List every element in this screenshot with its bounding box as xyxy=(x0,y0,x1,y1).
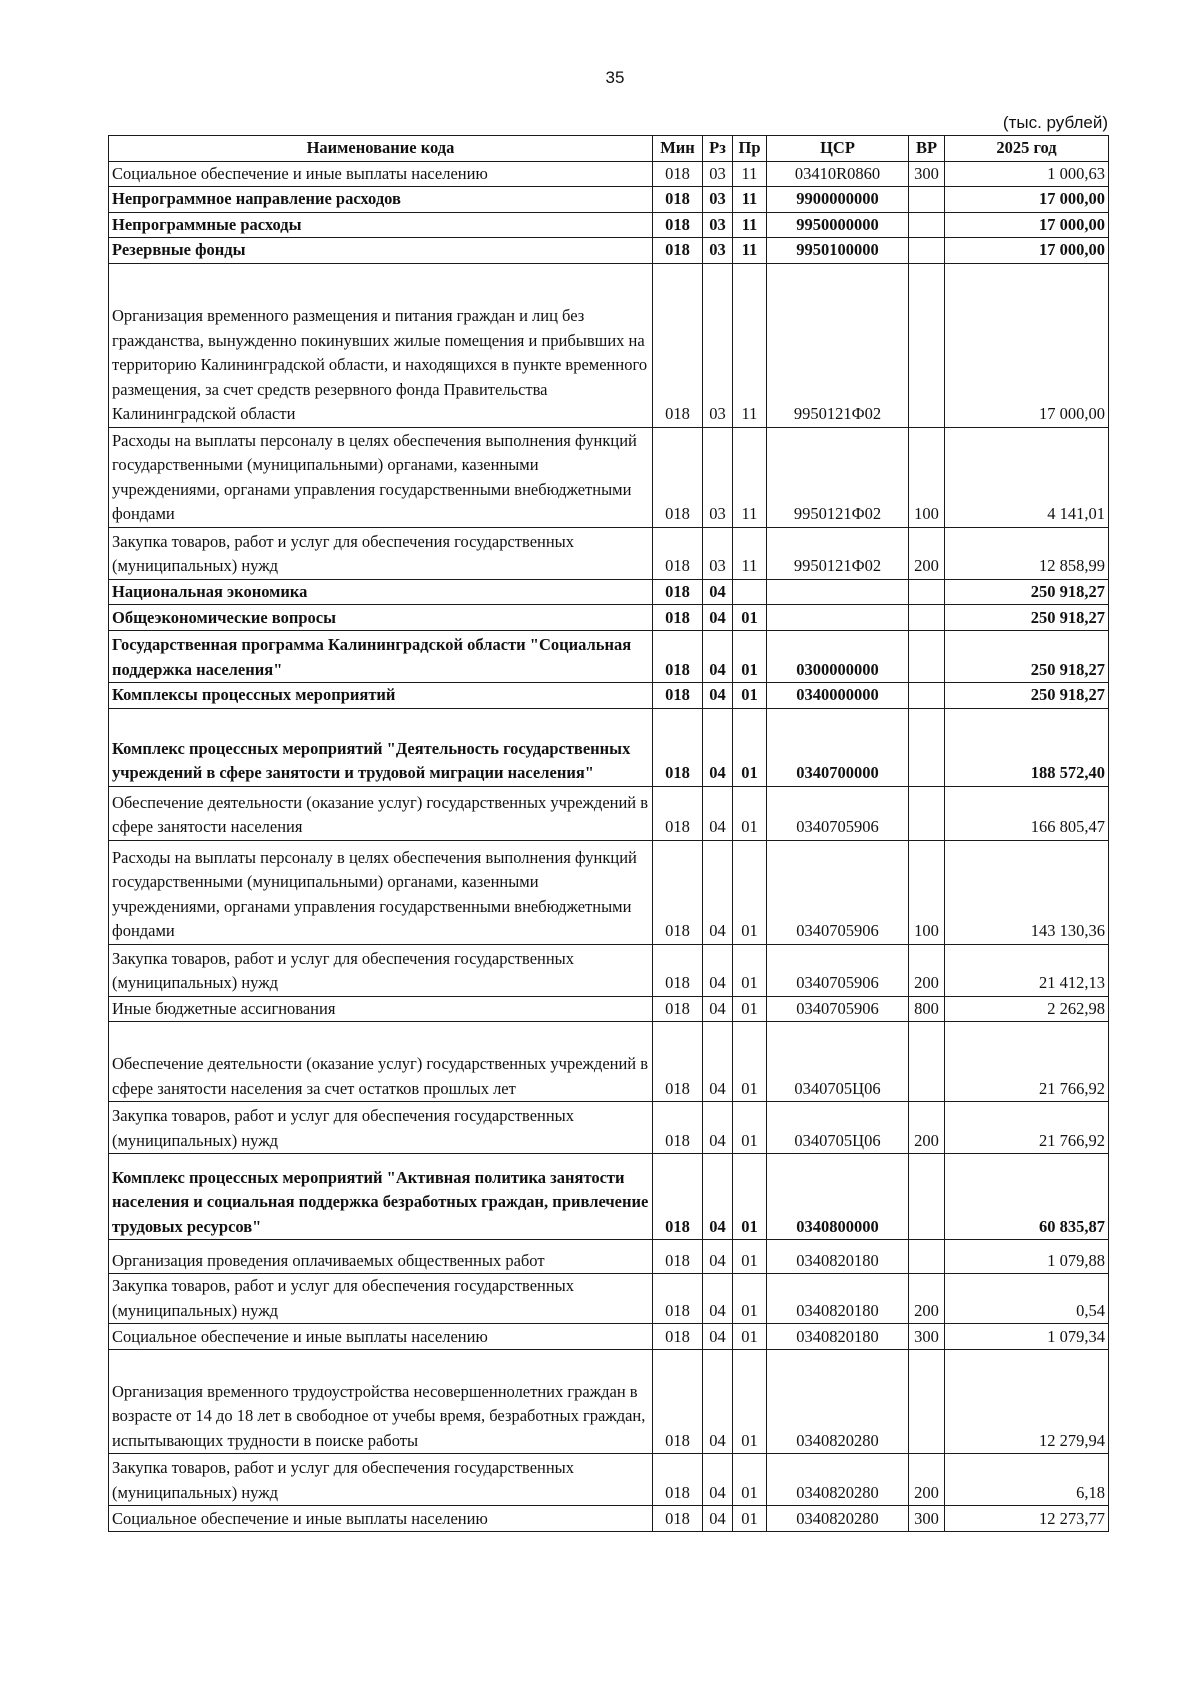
row-pr-cell: 01 xyxy=(733,944,767,996)
row-rz-cell: 04 xyxy=(703,1154,733,1240)
row-csr-cell: 0340705Ц06 xyxy=(767,1102,909,1154)
row-vr-cell: 800 xyxy=(909,996,945,1022)
row-csr-cell: 9950100000 xyxy=(767,238,909,264)
table-row xyxy=(109,212,1109,238)
row-csr-cell: 9950121Ф02 xyxy=(767,427,909,527)
row-rz-cell: 04 xyxy=(703,996,733,1022)
row-name-cell: Расходы на выплаты персоналу в целях обеспечения выполнения функций государственными (муниципальными) органами, казенными учреждениями, органами управления государственными внебюджетными фондами xyxy=(109,840,653,944)
row-amount-cell: 21 766,92 xyxy=(945,1022,1109,1102)
page-number: 35 xyxy=(605,68,625,87)
row-vr-cell: 200 xyxy=(909,527,945,579)
row-rz-cell: 03 xyxy=(703,427,733,527)
table-row xyxy=(109,996,1109,1022)
row-vr-cell: 100 xyxy=(909,840,945,944)
row-pr-cell: 01 xyxy=(733,840,767,944)
row-min-cell: 018 xyxy=(653,1274,703,1324)
row-name-cell: Расходы на выплаты персоналу в целях обеспечения выполнения функций государственными (муниципальными) органами, казенными учреждениями, органами управления государственными внебюджетными фондами xyxy=(109,427,653,527)
row-csr-cell: 9950121Ф02 xyxy=(767,263,909,427)
row-name-cell: Социальное обеспечение и иные выплаты населению xyxy=(109,1324,653,1350)
row-amount-cell: 12 279,94 xyxy=(945,1350,1109,1454)
row-csr-cell: 0340820180 xyxy=(767,1274,909,1324)
row-csr-cell: 0340705906 xyxy=(767,944,909,996)
row-pr-cell: 01 xyxy=(733,1274,767,1324)
row-pr-cell: 11 xyxy=(733,238,767,264)
header-vr: ВР xyxy=(909,136,945,162)
row-name-cell: Комплексы процессных мероприятий xyxy=(109,683,653,709)
header-pr: Пр xyxy=(733,136,767,162)
row-vr-cell: 200 xyxy=(909,1454,945,1506)
table-row xyxy=(109,944,1109,996)
row-min-cell: 018 xyxy=(653,1454,703,1506)
row-name-cell: Организация проведения оплачиваемых общественных работ xyxy=(109,1240,653,1274)
row-min-cell: 018 xyxy=(653,840,703,944)
row-name-cell: Обеспечение деятельности (оказание услуг) государственных учреждений в сфере занятости населения за счет остатков прошлых лет xyxy=(109,1022,653,1102)
row-csr-cell: 9950000000 xyxy=(767,212,909,238)
row-vr-cell xyxy=(909,212,945,238)
row-name-cell: Резервные фонды xyxy=(109,238,653,264)
row-min-cell: 018 xyxy=(653,1324,703,1350)
row-pr-cell: 01 xyxy=(733,996,767,1022)
row-amount-cell: 60 835,87 xyxy=(945,1154,1109,1240)
row-amount-cell: 250 918,27 xyxy=(945,579,1109,605)
row-rz-cell: 03 xyxy=(703,238,733,264)
row-csr-cell: 9900000000 xyxy=(767,187,909,213)
row-amount-cell: 21 412,13 xyxy=(945,944,1109,996)
header-row xyxy=(109,136,1109,162)
row-pr-cell: 01 xyxy=(733,683,767,709)
row-pr-cell: 11 xyxy=(733,212,767,238)
row-csr-cell: 03410R0860 xyxy=(767,161,909,187)
table-row xyxy=(109,631,1109,683)
row-csr-cell: 0340820280 xyxy=(767,1506,909,1532)
row-rz-cell: 04 xyxy=(703,708,733,786)
row-rz-cell: 03 xyxy=(703,161,733,187)
row-vr-cell xyxy=(909,238,945,264)
row-amount-cell: 6,18 xyxy=(945,1454,1109,1506)
row-name-cell: Национальная экономика xyxy=(109,579,653,605)
row-min-cell: 018 xyxy=(653,1240,703,1274)
table-row xyxy=(109,1324,1109,1350)
row-pr-cell: 11 xyxy=(733,527,767,579)
table-row xyxy=(109,263,1109,427)
row-csr-cell: 0340000000 xyxy=(767,683,909,709)
row-pr-cell: 01 xyxy=(733,1154,767,1240)
row-vr-cell xyxy=(909,605,945,631)
row-vr-cell: 300 xyxy=(909,161,945,187)
table-row xyxy=(109,427,1109,527)
row-rz-cell: 04 xyxy=(703,840,733,944)
table-row xyxy=(109,1350,1109,1454)
row-vr-cell xyxy=(909,1154,945,1240)
row-amount-cell: 250 918,27 xyxy=(945,605,1109,631)
row-min-cell: 018 xyxy=(653,427,703,527)
row-vr-cell xyxy=(909,1350,945,1454)
row-name-cell: Общеэкономические вопросы xyxy=(109,605,653,631)
row-name-cell: Закупка товаров, работ и услуг для обеспечения государственных (муниципальных) нужд xyxy=(109,944,653,996)
row-pr-cell: 11 xyxy=(733,263,767,427)
row-vr-cell xyxy=(909,1240,945,1274)
table-row xyxy=(109,786,1109,840)
row-name-cell: Организация временного трудоустройства несовершеннолетних граждан в возрасте от 14 до 18 лет в свободное от учебы время, безработных граждан, испытывающих трудности в поиске работы xyxy=(109,1350,653,1454)
row-pr-cell: 11 xyxy=(733,161,767,187)
row-pr-cell: 01 xyxy=(733,786,767,840)
row-csr-cell: 0340820180 xyxy=(767,1240,909,1274)
table-row xyxy=(109,1102,1109,1154)
row-rz-cell: 04 xyxy=(703,683,733,709)
row-name-cell: Иные бюджетные ассигнования xyxy=(109,996,653,1022)
row-pr-cell xyxy=(733,579,767,605)
row-rz-cell: 04 xyxy=(703,944,733,996)
row-rz-cell: 03 xyxy=(703,187,733,213)
row-name-cell: Непрограммные расходы xyxy=(109,212,653,238)
table-row xyxy=(109,579,1109,605)
row-amount-cell: 17 000,00 xyxy=(945,238,1109,264)
row-pr-cell: 01 xyxy=(733,631,767,683)
row-vr-cell xyxy=(909,631,945,683)
row-name-cell: Социальное обеспечение и иные выплаты населению xyxy=(109,1506,653,1532)
budget-table xyxy=(108,135,1109,1532)
row-csr-cell: 0340705906 xyxy=(767,840,909,944)
row-name-cell: Организация временного размещения и питания граждан и лиц без гражданства, вынужденно покинувших жилые помещения и прибывших на территорию Калининградской области, и находящихся в пункте временного размещения, за счет средств резервного фонда Правительства Калининградской области xyxy=(109,263,653,427)
row-min-cell: 018 xyxy=(653,786,703,840)
table-row xyxy=(109,187,1109,213)
header-rz: Рз xyxy=(703,136,733,162)
row-name-cell: Закупка товаров, работ и услуг для обеспечения государственных (муниципальных) нужд xyxy=(109,527,653,579)
row-rz-cell: 04 xyxy=(703,1022,733,1102)
row-amount-cell: 17 000,00 xyxy=(945,212,1109,238)
row-vr-cell xyxy=(909,579,945,605)
row-rz-cell: 04 xyxy=(703,1102,733,1154)
row-min-cell: 018 xyxy=(653,944,703,996)
row-vr-cell: 300 xyxy=(909,1324,945,1350)
header-name: Наименование кода xyxy=(109,136,653,162)
table-row xyxy=(109,840,1109,944)
row-csr-cell: 0340705906 xyxy=(767,786,909,840)
row-rz-cell: 04 xyxy=(703,1324,733,1350)
table-row xyxy=(109,238,1109,264)
row-csr-cell: 0340820280 xyxy=(767,1350,909,1454)
row-min-cell: 018 xyxy=(653,1506,703,1532)
row-pr-cell: 01 xyxy=(733,1022,767,1102)
row-csr-cell: 0340705906 xyxy=(767,996,909,1022)
table-row xyxy=(109,605,1109,631)
row-vr-cell xyxy=(909,683,945,709)
table-row xyxy=(109,683,1109,709)
row-csr-cell: 0340820180 xyxy=(767,1324,909,1350)
row-min-cell: 018 xyxy=(653,263,703,427)
row-amount-cell: 4 141,01 xyxy=(945,427,1109,527)
row-csr-cell xyxy=(767,579,909,605)
row-min-cell: 018 xyxy=(653,212,703,238)
row-rz-cell: 04 xyxy=(703,631,733,683)
row-vr-cell xyxy=(909,786,945,840)
row-rz-cell: 04 xyxy=(703,1506,733,1532)
row-min-cell: 018 xyxy=(653,1022,703,1102)
row-amount-cell: 1 079,34 xyxy=(945,1324,1109,1350)
row-amount-cell: 166 805,47 xyxy=(945,786,1109,840)
row-min-cell: 018 xyxy=(653,683,703,709)
row-csr-cell: 9950121Ф02 xyxy=(767,527,909,579)
row-name-cell: Комплекс процессных мероприятий "Активная политика занятости населения и социальная поддержка безработных граждан, привлечение трудовых ресурсов" xyxy=(109,1154,653,1240)
row-min-cell: 018 xyxy=(653,1102,703,1154)
row-rz-cell: 03 xyxy=(703,527,733,579)
row-rz-cell: 04 xyxy=(703,579,733,605)
row-min-cell: 018 xyxy=(653,579,703,605)
row-min-cell: 018 xyxy=(653,1350,703,1454)
row-vr-cell xyxy=(909,263,945,427)
row-pr-cell: 01 xyxy=(733,605,767,631)
table-row xyxy=(109,1240,1109,1274)
row-min-cell: 018 xyxy=(653,161,703,187)
row-amount-cell: 143 130,36 xyxy=(945,840,1109,944)
row-vr-cell xyxy=(909,187,945,213)
row-pr-cell: 01 xyxy=(733,1324,767,1350)
row-name-cell: Закупка товаров, работ и услуг для обеспечения государственных (муниципальных) нужд xyxy=(109,1102,653,1154)
table-row xyxy=(109,1454,1109,1506)
row-min-cell: 018 xyxy=(653,996,703,1022)
row-amount-cell: 1 000,63 xyxy=(945,161,1109,187)
row-name-cell: Обеспечение деятельности (оказание услуг) государственных учреждений в сфере занятости населения xyxy=(109,786,653,840)
header-csr: ЦСР xyxy=(767,136,909,162)
row-min-cell: 018 xyxy=(653,527,703,579)
row-pr-cell: 01 xyxy=(733,1454,767,1506)
row-amount-cell: 12 273,77 xyxy=(945,1506,1109,1532)
header-min: Мин xyxy=(653,136,703,162)
row-vr-cell xyxy=(909,708,945,786)
row-amount-cell: 17 000,00 xyxy=(945,263,1109,427)
row-pr-cell: 11 xyxy=(733,187,767,213)
row-rz-cell: 04 xyxy=(703,1350,733,1454)
row-pr-cell: 01 xyxy=(733,708,767,786)
row-rz-cell: 03 xyxy=(703,212,733,238)
row-rz-cell: 04 xyxy=(703,1240,733,1274)
row-amount-cell: 12 858,99 xyxy=(945,527,1109,579)
row-min-cell: 018 xyxy=(653,238,703,264)
table-row xyxy=(109,1274,1109,1324)
row-rz-cell: 04 xyxy=(703,1274,733,1324)
table-row xyxy=(109,527,1109,579)
row-rz-cell: 03 xyxy=(703,263,733,427)
row-min-cell: 018 xyxy=(653,605,703,631)
row-pr-cell: 01 xyxy=(733,1350,767,1454)
units-label: (тыс. рублей) xyxy=(1002,113,1108,132)
row-pr-cell: 11 xyxy=(733,427,767,527)
row-amount-cell: 250 918,27 xyxy=(945,631,1109,683)
row-amount-cell: 250 918,27 xyxy=(945,683,1109,709)
row-amount-cell: 2 262,98 xyxy=(945,996,1109,1022)
row-vr-cell: 200 xyxy=(909,944,945,996)
row-name-cell: Государственная программа Калининградской области "Социальная поддержка населения" xyxy=(109,631,653,683)
row-csr-cell: 0340705Ц06 xyxy=(767,1022,909,1102)
row-vr-cell: 100 xyxy=(909,427,945,527)
row-min-cell: 018 xyxy=(653,187,703,213)
row-pr-cell: 01 xyxy=(733,1240,767,1274)
row-csr-cell: 0300000000 xyxy=(767,631,909,683)
row-vr-cell: 200 xyxy=(909,1274,945,1324)
row-pr-cell: 01 xyxy=(733,1102,767,1154)
row-name-cell: Социальное обеспечение и иные выплаты населению xyxy=(109,161,653,187)
table-row xyxy=(109,161,1109,187)
row-amount-cell: 21 766,92 xyxy=(945,1102,1109,1154)
row-csr-cell xyxy=(767,605,909,631)
row-min-cell: 018 xyxy=(653,708,703,786)
row-csr-cell: 0340800000 xyxy=(767,1154,909,1240)
row-rz-cell: 04 xyxy=(703,605,733,631)
row-vr-cell: 200 xyxy=(909,1102,945,1154)
row-min-cell: 018 xyxy=(653,631,703,683)
row-name-cell: Закупка товаров, работ и услуг для обеспечения государственных (муниципальных) нужд xyxy=(109,1274,653,1324)
row-csr-cell: 0340820280 xyxy=(767,1454,909,1506)
row-pr-cell: 01 xyxy=(733,1506,767,1532)
budget-body xyxy=(109,161,1109,1532)
table-row xyxy=(109,1506,1109,1532)
row-name-cell: Непрограммное направление расходов xyxy=(109,187,653,213)
row-amount-cell: 1 079,88 xyxy=(945,1240,1109,1274)
row-amount-cell: 0,54 xyxy=(945,1274,1109,1324)
table-row xyxy=(109,1022,1109,1102)
row-amount-cell: 17 000,00 xyxy=(945,187,1109,213)
table-row xyxy=(109,1154,1109,1240)
row-amount-cell: 188 572,40 xyxy=(945,708,1109,786)
row-name-cell: Закупка товаров, работ и услуг для обеспечения государственных (муниципальных) нужд xyxy=(109,1454,653,1506)
table-row xyxy=(109,708,1109,786)
row-vr-cell xyxy=(909,1022,945,1102)
row-rz-cell: 04 xyxy=(703,1454,733,1506)
header-year: 2025 год xyxy=(945,136,1109,162)
row-csr-cell: 0340700000 xyxy=(767,708,909,786)
row-name-cell: Комплекс процессных мероприятий "Деятельность государственных учреждений в сфере занятости и трудовой миграции населения" xyxy=(109,708,653,786)
row-min-cell: 018 xyxy=(653,1154,703,1240)
row-rz-cell: 04 xyxy=(703,786,733,840)
row-vr-cell: 300 xyxy=(909,1506,945,1532)
